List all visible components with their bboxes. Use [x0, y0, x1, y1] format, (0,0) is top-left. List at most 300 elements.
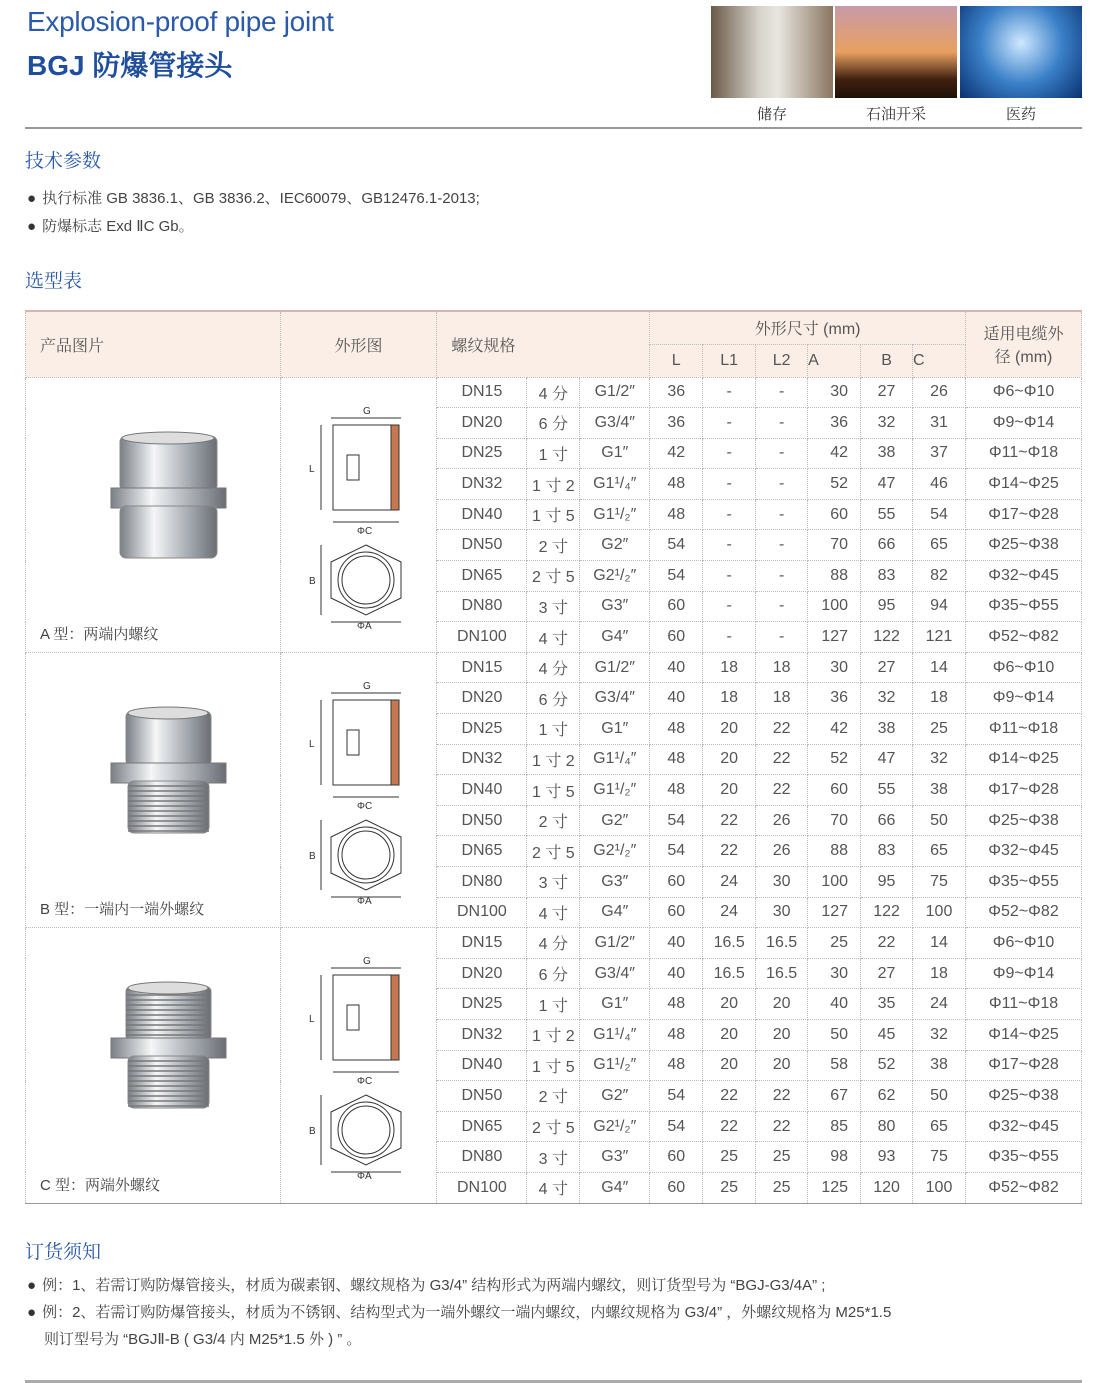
cell-dn: DN20 [437, 683, 527, 714]
cell-b: 120 [861, 1172, 913, 1203]
cell-dn: DN32 [437, 744, 527, 775]
cell-l1: - [703, 408, 756, 439]
cell-l1: - [703, 377, 756, 408]
cell-c: 18 [913, 958, 966, 989]
cell-b: 66 [861, 805, 913, 836]
cell-b: 62 [861, 1081, 913, 1112]
cell-dn: DN50 [437, 530, 527, 561]
cell-c: 32 [913, 744, 966, 775]
cell-l2: 22 [756, 1081, 808, 1112]
cell-b: 32 [861, 408, 913, 439]
cell-g: G1″ [580, 989, 650, 1020]
cell-l1: 16.5 [703, 928, 756, 959]
selection-table [25, 310, 1082, 1204]
cell-l2: 16.5 [756, 958, 808, 989]
cell-l: 60 [650, 1172, 703, 1203]
cell-l2: 30 [756, 897, 808, 928]
cell-l2: - [756, 622, 808, 653]
cell-size: 1 寸 [527, 714, 580, 745]
cell-dn: DN50 [437, 805, 527, 836]
cell-c: 100 [913, 897, 966, 928]
cell-dn: DN65 [437, 561, 527, 592]
cell-c: 46 [913, 469, 966, 500]
cell-l1: 20 [703, 1019, 756, 1050]
cell-a: 127 [808, 622, 861, 653]
product-photo-cell [26, 652, 281, 927]
cell-cable: Φ9~Φ14 [965, 958, 1081, 989]
cell-size: 2 寸 [527, 805, 580, 836]
cell-b: 122 [861, 897, 913, 928]
storage-label: 储存 [756, 106, 787, 123]
cell-l2: 20 [756, 1019, 808, 1050]
cell-size: 2 寸 5 [527, 836, 580, 867]
cell-size: 1 寸 [527, 438, 580, 469]
cell-l: 60 [650, 867, 703, 898]
cell-b: 38 [861, 714, 913, 745]
cell-l1: 22 [703, 1081, 756, 1112]
cell-l2: 18 [756, 652, 808, 683]
order-heading: 订货须知 [25, 1242, 102, 1263]
cell-a: 52 [808, 744, 861, 775]
cell-cable: Φ11~Φ18 [965, 438, 1081, 469]
cell-l2: - [756, 499, 808, 530]
cell-l1: - [703, 499, 756, 530]
cell-a: 58 [808, 1050, 861, 1081]
cell-g: G3″ [580, 867, 650, 898]
cell-a: 30 [808, 958, 861, 989]
product-photo [106, 703, 231, 843]
cell-a: 70 [808, 805, 861, 836]
cell-b: 35 [861, 989, 913, 1020]
cell-a: 36 [808, 408, 861, 439]
cell-g: G3/4″ [580, 408, 650, 439]
cell-cable: Φ52~Φ82 [965, 897, 1081, 928]
type-caption: C 型：两端外螺纹 [40, 1176, 161, 1194]
cell-size: 3 寸 [527, 867, 580, 898]
cell-g: G2″ [580, 530, 650, 561]
cell-a: 100 [808, 867, 861, 898]
cell-cable: Φ17~Φ28 [965, 499, 1081, 530]
header-col-c: C [913, 344, 966, 377]
svg-text:L: L [308, 1014, 315, 1026]
cell-size: 6 分 [527, 958, 580, 989]
cell-l1: - [703, 438, 756, 469]
cell-g: G4″ [580, 897, 650, 928]
tech-bullet: ● 防爆标志 Exd ⅡC Gb。 [27, 215, 194, 236]
cell-g: G4″ [580, 1172, 650, 1203]
cell-cable: Φ6~Φ10 [965, 652, 1081, 683]
cell-g: G2¹/₂″ [580, 1111, 650, 1142]
order-bullet: ● 例：2、若需订购防爆管接头，材质为不锈钢、结构型式为一端外螺纹一端内螺纹，内螺纹规格为 G3/4” ，外螺纹规格为 M25*1.5 [27, 1301, 891, 1322]
group-b [26, 652, 1082, 927]
cell-l: 60 [650, 897, 703, 928]
cell-a: 42 [808, 714, 861, 745]
cell-dn: DN40 [437, 499, 527, 530]
cell-a: 98 [808, 1142, 861, 1173]
cell-l1: 16.5 [703, 958, 756, 989]
cell-cable: Φ35~Φ55 [965, 1142, 1081, 1173]
cell-l2: - [756, 561, 808, 592]
cell-c: 65 [913, 530, 966, 561]
cell-g: G3/4″ [580, 958, 650, 989]
cell-l: 36 [650, 377, 703, 408]
product-photo-cell [26, 377, 281, 652]
cell-c: 121 [913, 622, 966, 653]
cell-dn: DN100 [437, 622, 527, 653]
cell-l: 42 [650, 438, 703, 469]
cell-dn: DN80 [437, 867, 527, 898]
svg-text:ΦA: ΦA [356, 620, 372, 630]
cell-a: 36 [808, 683, 861, 714]
cell-g: G1″ [580, 714, 650, 745]
cell-a: 125 [808, 1172, 861, 1203]
cell-g: G1/2″ [580, 928, 650, 959]
cell-l2: - [756, 530, 808, 561]
cell-size: 1 寸 5 [527, 1050, 580, 1081]
cell-l: 48 [650, 469, 703, 500]
cell-size: 3 寸 [527, 1142, 580, 1173]
cell-c: 75 [913, 867, 966, 898]
cell-l2: 26 [756, 805, 808, 836]
svg-text:G: G [362, 680, 371, 692]
cell-l1: 18 [703, 683, 756, 714]
cell-dn: DN15 [437, 652, 527, 683]
cell-b: 95 [861, 591, 913, 622]
cell-dn: DN32 [437, 1019, 527, 1050]
cell-g: G3″ [580, 591, 650, 622]
cell-l2: - [756, 591, 808, 622]
cell-l: 48 [650, 1019, 703, 1050]
cell-g: G1/2″ [580, 377, 650, 408]
cell-a: 70 [808, 530, 861, 561]
cell-dn: DN40 [437, 1050, 527, 1081]
cell-l2: 20 [756, 1050, 808, 1081]
cell-l1: 24 [703, 867, 756, 898]
cell-b: 27 [861, 377, 913, 408]
cell-l1: - [703, 469, 756, 500]
cell-dn: DN20 [437, 958, 527, 989]
cell-l2: 25 [756, 1172, 808, 1203]
cell-b: 93 [861, 1142, 913, 1173]
table-row [26, 377, 1082, 408]
cell-a: 100 [808, 591, 861, 622]
svg-text:G: G [362, 405, 371, 417]
cell-b: 55 [861, 775, 913, 806]
cell-g: G2″ [580, 805, 650, 836]
outline-drawing-cell [280, 377, 437, 652]
cell-a: 67 [808, 1081, 861, 1112]
cell-b: 47 [861, 744, 913, 775]
cell-dn: DN32 [437, 469, 527, 500]
cell-c: 54 [913, 499, 966, 530]
cell-l: 54 [650, 530, 703, 561]
svg-text:B: B [308, 1126, 316, 1138]
cell-l2: 22 [756, 714, 808, 745]
svg-text:ΦC: ΦC [356, 800, 372, 812]
cell-a: 30 [808, 377, 861, 408]
cell-b: 47 [861, 469, 913, 500]
outline-drawing [301, 675, 421, 910]
cell-l2: 20 [756, 989, 808, 1020]
group-a [26, 377, 1082, 652]
cell-cable: Φ35~Φ55 [965, 867, 1081, 898]
svg-text:B: B [308, 575, 316, 587]
cell-l1: 25 [703, 1142, 756, 1173]
svg-text:ΦC: ΦC [356, 525, 372, 537]
cell-l2: 22 [756, 744, 808, 775]
cell-l: 40 [650, 652, 703, 683]
cell-l2: 22 [756, 775, 808, 806]
cell-l1: 20 [703, 744, 756, 775]
cell-l1: 22 [703, 836, 756, 867]
cell-l: 48 [650, 1050, 703, 1081]
outline-drawing-cell [280, 928, 437, 1203]
header-col-a: A [808, 344, 861, 377]
cell-dn: DN15 [437, 928, 527, 959]
cell-c: 26 [913, 377, 966, 408]
cell-l1: 22 [703, 1111, 756, 1142]
cell-b: 27 [861, 958, 913, 989]
cell-l: 54 [650, 561, 703, 592]
cell-l: 60 [650, 1142, 703, 1173]
product-photo [106, 428, 231, 568]
cell-l2: 25 [756, 1142, 808, 1173]
cell-cable: Φ14~Φ25 [965, 744, 1081, 775]
cell-g: G1¹/₄″ [580, 469, 650, 500]
cell-a: 127 [808, 897, 861, 928]
title-chinese: BGJ 防爆管接头 [27, 50, 233, 81]
cell-l1: - [703, 561, 756, 592]
cell-dn: DN25 [437, 714, 527, 745]
cell-size: 1 寸 2 [527, 1019, 580, 1050]
title-english: Explosion-proof pipe joint [27, 6, 334, 37]
cell-cable: Φ32~Φ45 [965, 836, 1081, 867]
cell-size: 4 寸 [527, 622, 580, 653]
cell-l: 60 [650, 622, 703, 653]
outline-drawing-cell [280, 652, 437, 927]
cell-c: 75 [913, 1142, 966, 1173]
cell-cable: Φ11~Φ18 [965, 714, 1081, 745]
cell-dn: DN25 [437, 438, 527, 469]
cell-size: 1 寸 2 [527, 744, 580, 775]
table-row [26, 928, 1082, 959]
cell-size: 2 寸 [527, 530, 580, 561]
svg-text:L: L [308, 463, 315, 475]
header-dims: 外形尺寸 (mm) [650, 311, 966, 344]
type-caption: A 型：两端内螺纹 [40, 625, 159, 643]
cell-l: 48 [650, 714, 703, 745]
cell-l1: 20 [703, 775, 756, 806]
cell-a: 42 [808, 438, 861, 469]
cell-g: G3″ [580, 1142, 650, 1173]
svg-text:ΦA: ΦA [356, 1171, 372, 1181]
cell-a: 30 [808, 652, 861, 683]
divider [25, 127, 1082, 129]
cell-l1: 24 [703, 897, 756, 928]
cell-l2: 26 [756, 836, 808, 867]
cell-l1: - [703, 622, 756, 653]
cell-b: 83 [861, 561, 913, 592]
cell-g: G1¹/₂″ [580, 775, 650, 806]
cell-c: 18 [913, 683, 966, 714]
cell-l2: - [756, 469, 808, 500]
svg-text:B: B [308, 850, 316, 862]
svg-text:ΦC: ΦC [356, 1076, 372, 1088]
cell-size: 1 寸 2 [527, 469, 580, 500]
cell-c: 14 [913, 928, 966, 959]
cell-b: 83 [861, 836, 913, 867]
cell-b: 55 [861, 499, 913, 530]
selection-heading: 选型表 [25, 271, 83, 292]
cell-size: 2 寸 5 [527, 561, 580, 592]
cell-l: 48 [650, 744, 703, 775]
cell-b: 80 [861, 1111, 913, 1142]
cell-c: 50 [913, 805, 966, 836]
cell-size: 2 寸 5 [527, 1111, 580, 1142]
cell-dn: DN50 [437, 1081, 527, 1112]
cell-dn: DN20 [437, 408, 527, 439]
cell-l2: - [756, 438, 808, 469]
cell-c: 100 [913, 1172, 966, 1203]
cell-c: 38 [913, 775, 966, 806]
cell-cable: Φ14~Φ25 [965, 1019, 1081, 1050]
cell-a: 52 [808, 469, 861, 500]
cell-g: G1¹/₂″ [580, 1050, 650, 1081]
order-bullet: ● 例：1、若需订购防爆管接头，材质为碳素钢、螺纹规格为 G3/4” 结构形式为两端内螺纹，则订货型号为 “BGJ-G3/4A” ; [27, 1274, 825, 1295]
cell-c: 38 [913, 1050, 966, 1081]
cell-size: 4 分 [527, 377, 580, 408]
header-col-b: B [861, 344, 913, 377]
cell-l2: 18 [756, 683, 808, 714]
cell-b: 38 [861, 438, 913, 469]
cell-cable: Φ9~Φ14 [965, 408, 1081, 439]
type-caption: B 型：一端内一端外螺纹 [40, 901, 205, 919]
cell-b: 32 [861, 683, 913, 714]
cell-dn: DN80 [437, 591, 527, 622]
header-col-l1: L1 [703, 344, 756, 377]
cell-a: 88 [808, 561, 861, 592]
cell-l1: 18 [703, 652, 756, 683]
cell-c: 37 [913, 438, 966, 469]
cell-l2: - [756, 377, 808, 408]
product-photo-cell [26, 928, 281, 1203]
tech-bullet: ● 执行标准 GB 3836.1、GB 3836.2、IEC60079、GB12476.1-2013; [27, 187, 480, 208]
cell-l2: 16.5 [756, 928, 808, 959]
cell-cable: Φ6~Φ10 [965, 928, 1081, 959]
header-drawing: 外形图 [280, 311, 437, 377]
cell-cable: Φ32~Φ45 [965, 561, 1081, 592]
cell-l: 54 [650, 836, 703, 867]
cell-size: 4 分 [527, 928, 580, 959]
cell-dn: DN40 [437, 775, 527, 806]
pharma-label: 医药 [1005, 106, 1036, 123]
cell-c: 65 [913, 836, 966, 867]
cell-cable: Φ25~Φ38 [965, 530, 1081, 561]
cell-cable: Φ14~Φ25 [965, 469, 1081, 500]
cell-cable: Φ9~Φ14 [965, 683, 1081, 714]
cell-a: 60 [808, 499, 861, 530]
cell-g: G1¹/₄″ [580, 744, 650, 775]
cell-b: 27 [861, 652, 913, 683]
cell-cable: Φ25~Φ38 [965, 805, 1081, 836]
cell-size: 6 分 [527, 408, 580, 439]
cell-l1: - [703, 591, 756, 622]
cell-cable: Φ6~Φ10 [965, 377, 1081, 408]
cell-l: 60 [650, 591, 703, 622]
cell-l1: 20 [703, 989, 756, 1020]
header-col-l: L [650, 344, 703, 377]
cell-l: 54 [650, 1081, 703, 1112]
cell-c: 31 [913, 408, 966, 439]
cell-a: 40 [808, 989, 861, 1020]
cell-l2: - [756, 408, 808, 439]
cell-a: 60 [808, 775, 861, 806]
cell-l1: 20 [703, 1050, 756, 1081]
cell-size: 4 寸 [527, 1172, 580, 1203]
cell-size: 4 寸 [527, 897, 580, 928]
cell-c: 24 [913, 989, 966, 1020]
cell-l: 48 [650, 775, 703, 806]
cell-l2: 30 [756, 867, 808, 898]
cell-l1: 25 [703, 1172, 756, 1203]
group-c [26, 928, 1082, 1203]
cell-c: 50 [913, 1081, 966, 1112]
cell-l1: - [703, 530, 756, 561]
cell-dn: DN100 [437, 1172, 527, 1203]
cell-dn: DN25 [437, 989, 527, 1020]
cell-size: 4 分 [527, 652, 580, 683]
cell-c: 94 [913, 591, 966, 622]
cell-g: G2¹/₂″ [580, 561, 650, 592]
cell-g: G1¹/₂″ [580, 499, 650, 530]
cell-size: 1 寸 [527, 989, 580, 1020]
outline-drawing [301, 950, 421, 1185]
order-continuation: 则订型号为 “BGJⅡ-B ( G3/4 内 M25*1.5 外 ) ” 。 [44, 1331, 362, 1348]
cell-cable: Φ35~Φ55 [965, 591, 1081, 622]
cell-g: G2¹/₂″ [580, 836, 650, 867]
cell-dn: DN65 [437, 1111, 527, 1142]
cell-dn: DN15 [437, 377, 527, 408]
cell-cable: Φ11~Φ18 [965, 989, 1081, 1020]
cell-l1: 20 [703, 714, 756, 745]
cell-a: 50 [808, 1019, 861, 1050]
tech-heading: 技术参数 [25, 151, 102, 172]
oil-extraction-image [835, 6, 957, 98]
cell-a: 85 [808, 1111, 861, 1142]
cell-l: 48 [650, 989, 703, 1020]
cell-size: 6 分 [527, 683, 580, 714]
cell-b: 52 [861, 1050, 913, 1081]
cell-c: 32 [913, 1019, 966, 1050]
cell-g: G1/2″ [580, 652, 650, 683]
cell-cable: Φ52~Φ82 [965, 1172, 1081, 1203]
cell-l: 48 [650, 499, 703, 530]
cell-cable: Φ17~Φ28 [965, 775, 1081, 806]
cell-b: 122 [861, 622, 913, 653]
svg-text:G: G [362, 956, 371, 968]
cell-g: G1″ [580, 438, 650, 469]
header-thread: 螺纹规格 [437, 311, 650, 377]
cell-g: G1¹/₄″ [580, 1019, 650, 1050]
product-photo [106, 978, 231, 1118]
cell-c: 82 [913, 561, 966, 592]
table-row [26, 652, 1082, 683]
cell-g: G2″ [580, 1081, 650, 1112]
header-cable: 适用电缆外径 (mm) [965, 311, 1081, 377]
cell-dn: DN80 [437, 1142, 527, 1173]
cell-b: 66 [861, 530, 913, 561]
svg-text:L: L [308, 738, 315, 750]
